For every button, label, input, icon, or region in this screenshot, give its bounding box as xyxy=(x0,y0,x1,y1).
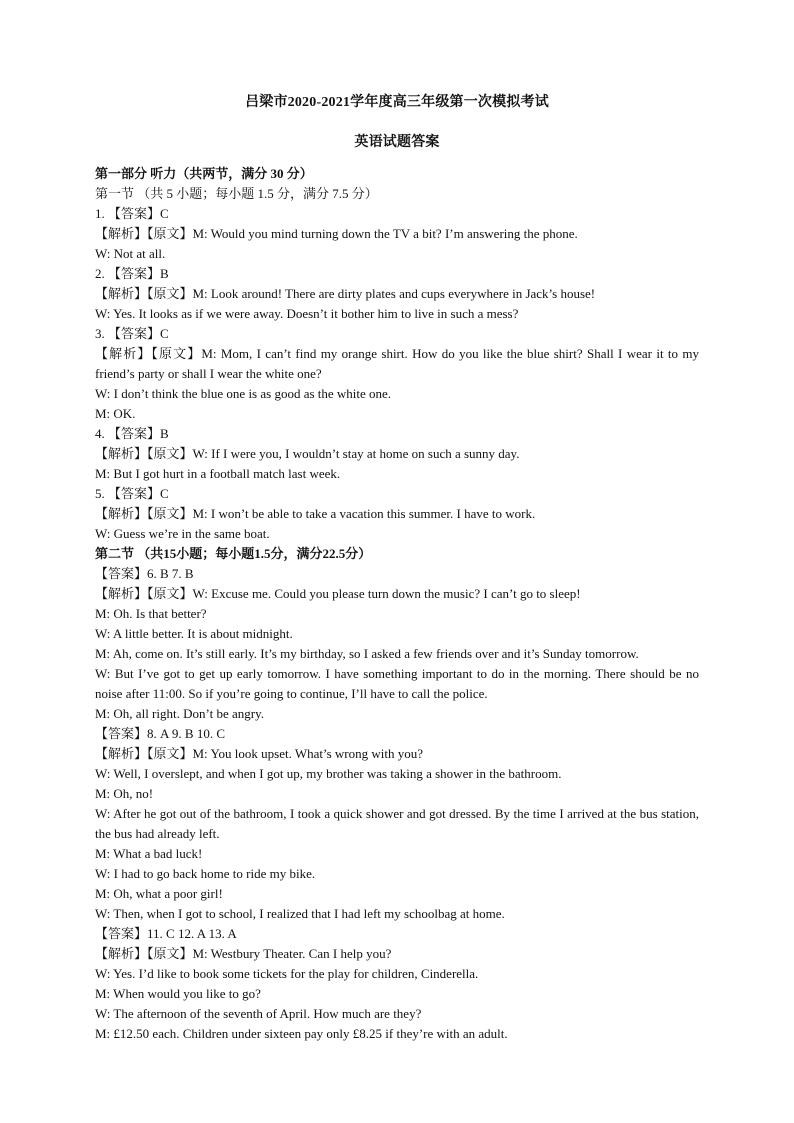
text-line: M: Oh, what a poor girl! xyxy=(95,886,223,901)
document-subtitle: 英语试题答案 xyxy=(354,135,440,150)
text-line: 【解析】【原文】W: Excuse me. Could you please turn down the music? I can’t go to sleep! xyxy=(95,586,581,601)
text-line: 1. 【答案】C xyxy=(95,206,169,221)
text-line: W: Then, when I got to school, I realized that I had left my schoolbag at home. xyxy=(95,906,505,921)
text-line: W: A little better. It is about midnight. xyxy=(95,626,293,641)
text-line: 第一节 （共 5 小题；每小题 1.5 分，满分 7.5 分） xyxy=(95,186,378,201)
text-line: M: Ah, come on. It’s still early. It’s my birthday, so I asked a few friends over and it’s Sunday tomorrow. xyxy=(95,646,639,661)
text-line: 【解析】【原文】W: If I were you, I wouldn’t stay at home on such a sunny day. xyxy=(95,446,520,461)
text-line: W: But I’ve got to get up early tomorrow. I have something important to do in the morning. There should be no noise after 11:00. So if you’re going to continue, I’ll have to call the police. xyxy=(95,666,699,701)
text-line: 【解析】【原文】M: You look upset. What’s wrong with you? xyxy=(95,746,424,761)
document-title: 吕梁市2020-2021学年度高三年级第一次模拟考试 xyxy=(245,95,549,110)
answer-key-body xyxy=(95,164,699,1044)
section-heading: 第二节 （共15小题；每小题1.5分，满分22.5分） xyxy=(95,546,372,561)
text-line: 3. 【答案】C xyxy=(95,326,169,341)
text-line: 【解析】【原文】M: Mom, I can’t find my orange shirt. How do you like the blue shirt? Shall I wear it to my friend’s party or shall I wear the white one? xyxy=(95,346,699,381)
text-line: W: After he got out of the bathroom, I took a quick shower and got dressed. By the time I arrived at the bus station, the bus had already left. xyxy=(95,806,699,841)
text-line: 【解析】【原文】M: Look around! There are dirty plates and cups everywhere in Jack’s house! xyxy=(95,286,596,301)
text-line: W: I had to go back home to ride my bike. xyxy=(95,866,316,881)
text-line: M: When would you like to go? xyxy=(95,986,261,1001)
text-line: W: Not at all. xyxy=(95,246,166,261)
text-line: W: The afternoon of the seventh of April. How much are they? xyxy=(95,1006,422,1021)
text-line: W: Yes. It looks as if we were away. Doesn’t it bother him to live in such a mess? xyxy=(95,306,519,321)
text-line: M: Oh. Is that better? xyxy=(95,606,207,621)
text-line: W: I don’t think the blue one is as good as the white one. xyxy=(95,386,392,401)
text-line: M: OK. xyxy=(95,406,136,421)
text-line: M: What a bad luck! xyxy=(95,846,203,861)
text-line: M: £12.50 each. Children under sixteen pay only £8.25 if they’re with an adult. xyxy=(95,1026,508,1041)
text-line: 【解析】【原文】M: Westbury Theater. Can I help you? xyxy=(95,946,392,961)
text-line: 【答案】6. B 7. B xyxy=(95,566,194,581)
text-line: 【解析】【原文】M: Would you mind turning down the TV a bit? I’m answering the phone. xyxy=(95,226,578,241)
text-line: W: Yes. I’d like to book some tickets for the play for children, Cinderella. xyxy=(95,966,479,981)
text-line: 【答案】11. C 12. A 13. A xyxy=(95,926,237,941)
section-heading: 第一部分 听力（共两节，满分 30 分） xyxy=(95,166,313,181)
text-line: W: Well, I overslept, and when I got up, my brother was taking a shower in the bathroom. xyxy=(95,766,562,781)
text-line: 2. 【答案】B xyxy=(95,266,169,281)
text-line: W: Guess we’re in the same boat. xyxy=(95,526,270,541)
text-line: 5. 【答案】C xyxy=(95,486,169,501)
text-line: M: But I got hurt in a football match last week. xyxy=(95,466,341,481)
text-line: 【解析】【原文】M: I won’t be able to take a vacation this summer. I have to work. xyxy=(95,506,536,521)
text-line: 4. 【答案】B xyxy=(95,426,169,441)
text-line: 【答案】8. A 9. B 10. C xyxy=(95,726,226,741)
text-line: M: Oh, all right. Don’t be angry. xyxy=(95,706,264,721)
text-line: M: Oh, no! xyxy=(95,786,154,801)
